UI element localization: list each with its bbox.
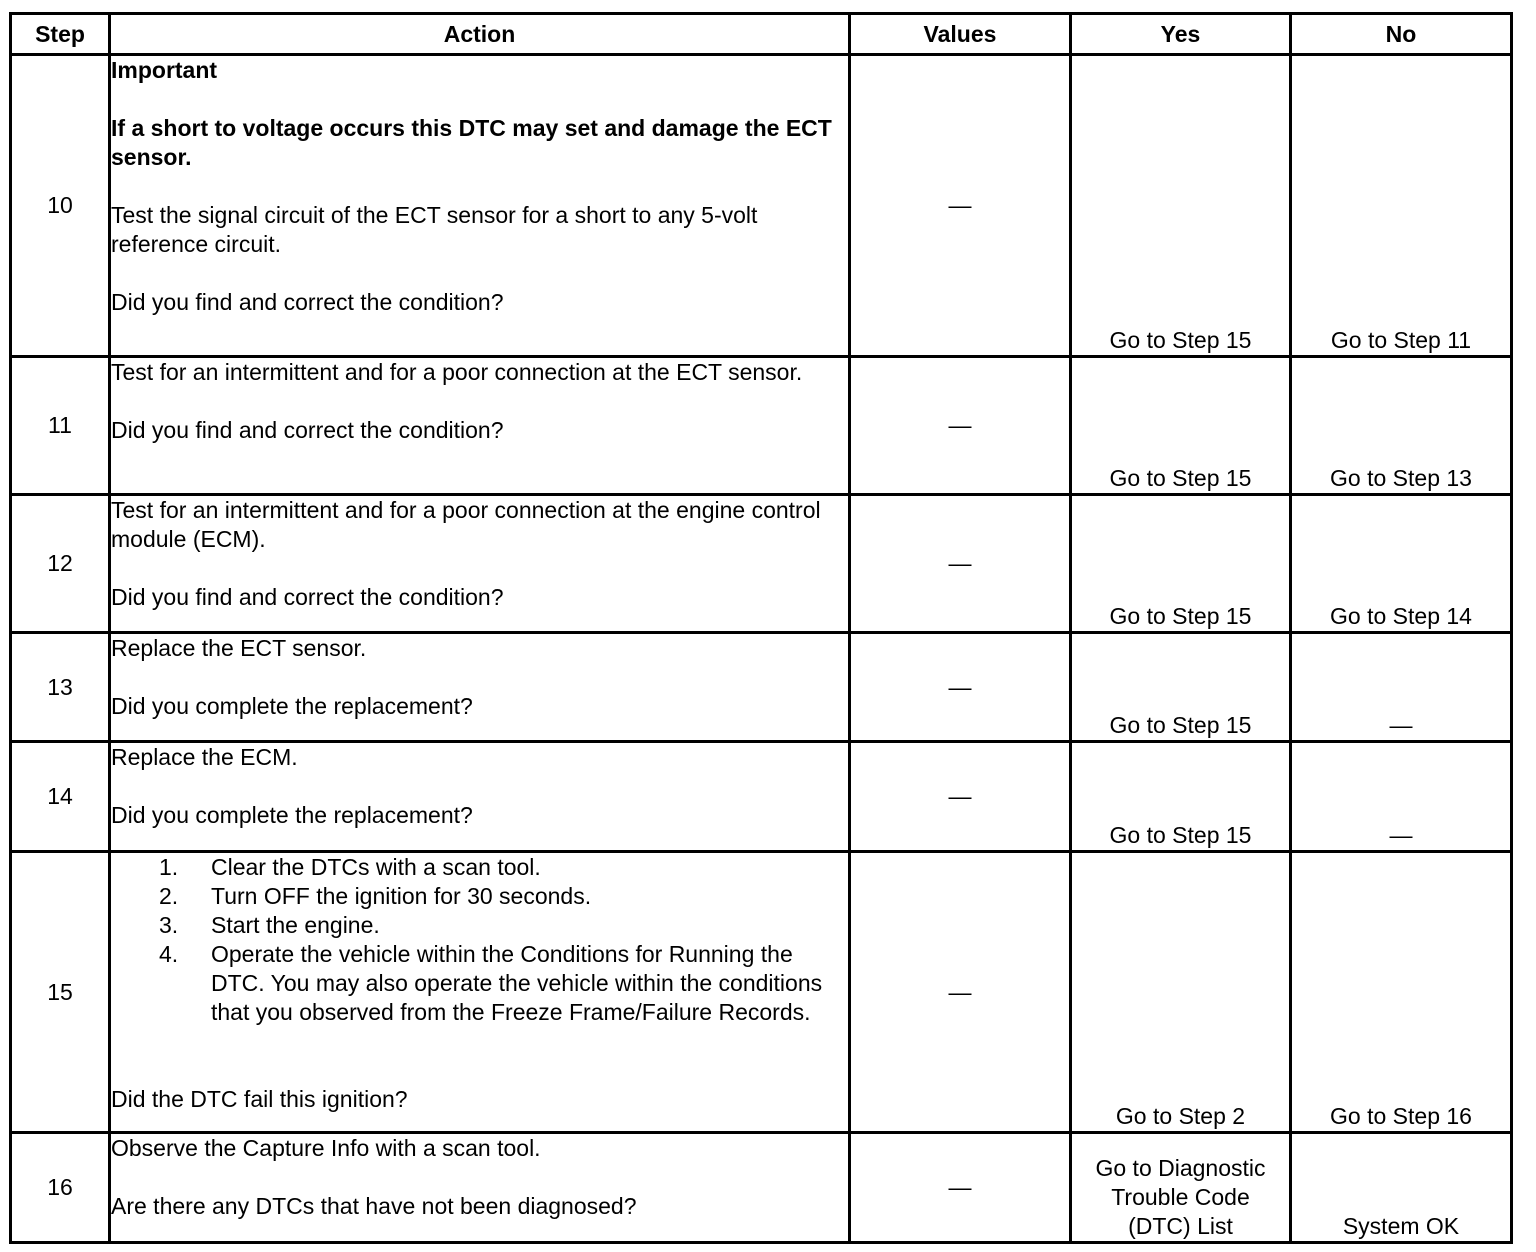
yes-cell: Go to Step 15	[1071, 495, 1291, 633]
action-question: Did you complete the replacement?	[111, 802, 473, 828]
yes-cell: Go to Diagnostic Trouble Code (DTC) List	[1071, 1133, 1291, 1243]
diagnostic-table	[9, 12, 1513, 1244]
list-text: Turn OFF the ignition for 30 seconds.	[211, 883, 592, 909]
important-note: If a short to voltage occurs this DTC may set and damage the ECT sensor.	[111, 115, 832, 170]
header-action: Action	[110, 14, 850, 55]
table-row	[11, 55, 1512, 357]
header-no: No	[1291, 14, 1512, 55]
list-text: Start the engine.	[211, 912, 380, 938]
no-cell: —	[1291, 633, 1512, 742]
list-text: Clear the DTCs with a scan tool.	[211, 854, 541, 880]
yes-cell: Go to Step 15	[1071, 55, 1291, 357]
table-row	[11, 495, 1512, 633]
action-cell	[110, 1133, 850, 1243]
yes-cell: Go to Step 2	[1071, 852, 1291, 1133]
action-cell	[110, 495, 850, 633]
step-number: 11	[11, 357, 110, 495]
list-number: 3.	[159, 912, 179, 938]
action-question: Did you find and correct the condition?	[111, 417, 504, 443]
values-cell: —	[850, 742, 1071, 852]
list-item	[111, 853, 848, 882]
action-cell	[110, 852, 850, 1133]
values-cell: —	[850, 1133, 1071, 1243]
yes-cell: Go to Step 15	[1071, 357, 1291, 495]
list-item	[111, 940, 848, 1027]
table-row	[11, 633, 1512, 742]
header-row	[11, 14, 1512, 55]
no-cell: System OK	[1291, 1133, 1512, 1243]
action-text: Replace the ECT sensor.	[111, 635, 367, 661]
no-cell: Go to Step 11	[1291, 55, 1512, 357]
action-text: Replace the ECM.	[111, 744, 298, 770]
table-row	[11, 1133, 1512, 1243]
procedure-list	[111, 853, 848, 1027]
table-row	[11, 852, 1512, 1133]
action-text: Observe the Capture Info with a scan tool.	[111, 1135, 541, 1161]
action-question: Did you find and correct the condition?	[111, 289, 504, 315]
important-label: Important	[111, 57, 218, 83]
no-cell: Go to Step 16	[1291, 852, 1512, 1133]
yes-cell: Go to Step 15	[1071, 633, 1291, 742]
action-question: Did the DTC fail this ignition?	[111, 1086, 408, 1112]
action-cell	[110, 357, 850, 495]
list-item	[111, 911, 848, 940]
action-cell	[110, 55, 850, 357]
values-cell: —	[850, 852, 1071, 1133]
no-cell: Go to Step 14	[1291, 495, 1512, 633]
step-number: 15	[11, 852, 110, 1133]
step-number: 16	[11, 1133, 110, 1243]
step-number: 12	[11, 495, 110, 633]
action-question: Did you complete the replacement?	[111, 693, 473, 719]
table-row	[11, 742, 1512, 852]
action-question: Did you find and correct the condition?	[111, 584, 504, 610]
values-cell: —	[850, 633, 1071, 742]
no-cell: Go to Step 13	[1291, 357, 1512, 495]
no-cell: —	[1291, 742, 1512, 852]
header-step: Step	[11, 14, 110, 55]
values-cell: —	[850, 55, 1071, 357]
values-cell: —	[850, 357, 1071, 495]
action-text: Test the signal circuit of the ECT sensor for a short to any 5-volt reference circuit.	[111, 202, 758, 257]
action-question: Are there any DTCs that have not been diagnosed?	[111, 1193, 637, 1219]
step-number: 13	[11, 633, 110, 742]
header-values: Values	[850, 14, 1071, 55]
list-number: 4.	[159, 941, 179, 967]
values-cell: —	[850, 495, 1071, 633]
action-text: Test for an intermittent and for a poor connection at the ECT sensor.	[111, 359, 803, 385]
header-yes: Yes	[1071, 14, 1291, 55]
action-text: Test for an intermittent and for a poor connection at the engine control module (ECM).	[111, 497, 821, 552]
step-number: 14	[11, 742, 110, 852]
table-row	[11, 357, 1512, 495]
yes-cell: Go to Step 15	[1071, 742, 1291, 852]
list-number: 1.	[159, 854, 179, 880]
list-item	[111, 882, 848, 911]
list-text: Operate the vehicle within the Conditions for Running the DTC. You may also operate the vehicle within the conditions that you observed from the Freeze Frame/Failure Records.	[211, 941, 823, 1025]
action-cell	[110, 742, 850, 852]
action-cell	[110, 633, 850, 742]
step-number: 10	[11, 55, 110, 357]
list-number: 2.	[159, 883, 179, 909]
